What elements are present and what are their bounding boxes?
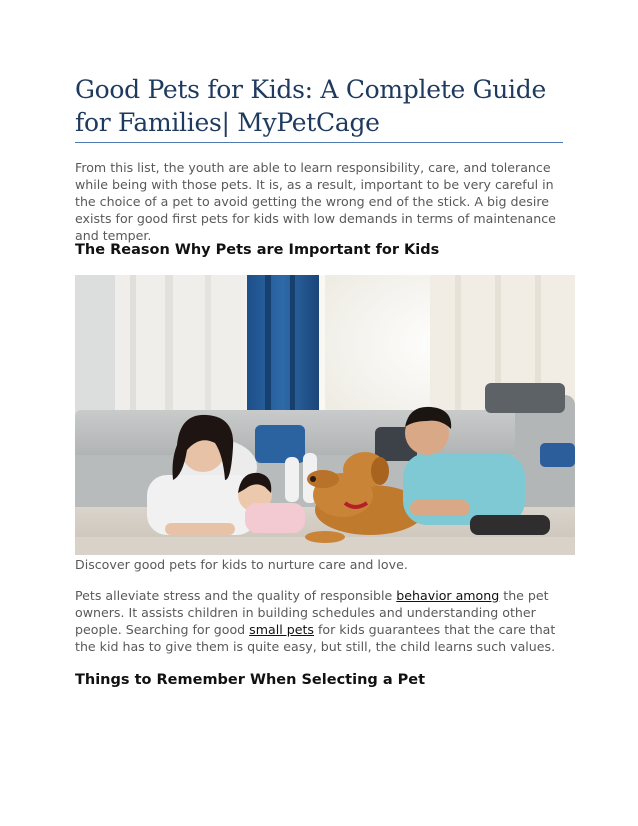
family-with-dog-photo (75, 275, 575, 555)
section-heading-selecting-pet: Things to Remember When Selecting a Pet (75, 672, 426, 688)
title-underline (75, 142, 563, 143)
body-paragraph-benefits (75, 587, 565, 655)
para-text: the pet owners. It assists children in building schedules and understanding other people. Searching for good (75, 588, 549, 637)
behavior-among-link[interactable]: behavior among (396, 588, 500, 603)
photo-caption: Discover good pets for kids to nurture care and love. (75, 557, 408, 572)
small-pets-link[interactable]: small pets (249, 622, 314, 637)
para-text: for kids guarantees that the care that the kid has to give them is quite easy, but still, the child learns such values. (75, 622, 556, 654)
para-text: Pets alleviate stress and the quality of responsible (75, 588, 397, 603)
document-title: Good Pets for Kids: A Complete Guide for Families| MyPetCage (75, 75, 546, 137)
intro-paragraph: From this list, the youth are able to learn responsibility, care, and tolerance while being with those pets. It is, as a result, important to be very careful in the choice of a pet to avoid getting the wrong end of the stick. A big desire exists for good first pets for kids with low demands in terms of maintenance and temper. (75, 160, 556, 243)
section-heading-pets-important: The Reason Why Pets are Important for Kids (75, 242, 440, 258)
